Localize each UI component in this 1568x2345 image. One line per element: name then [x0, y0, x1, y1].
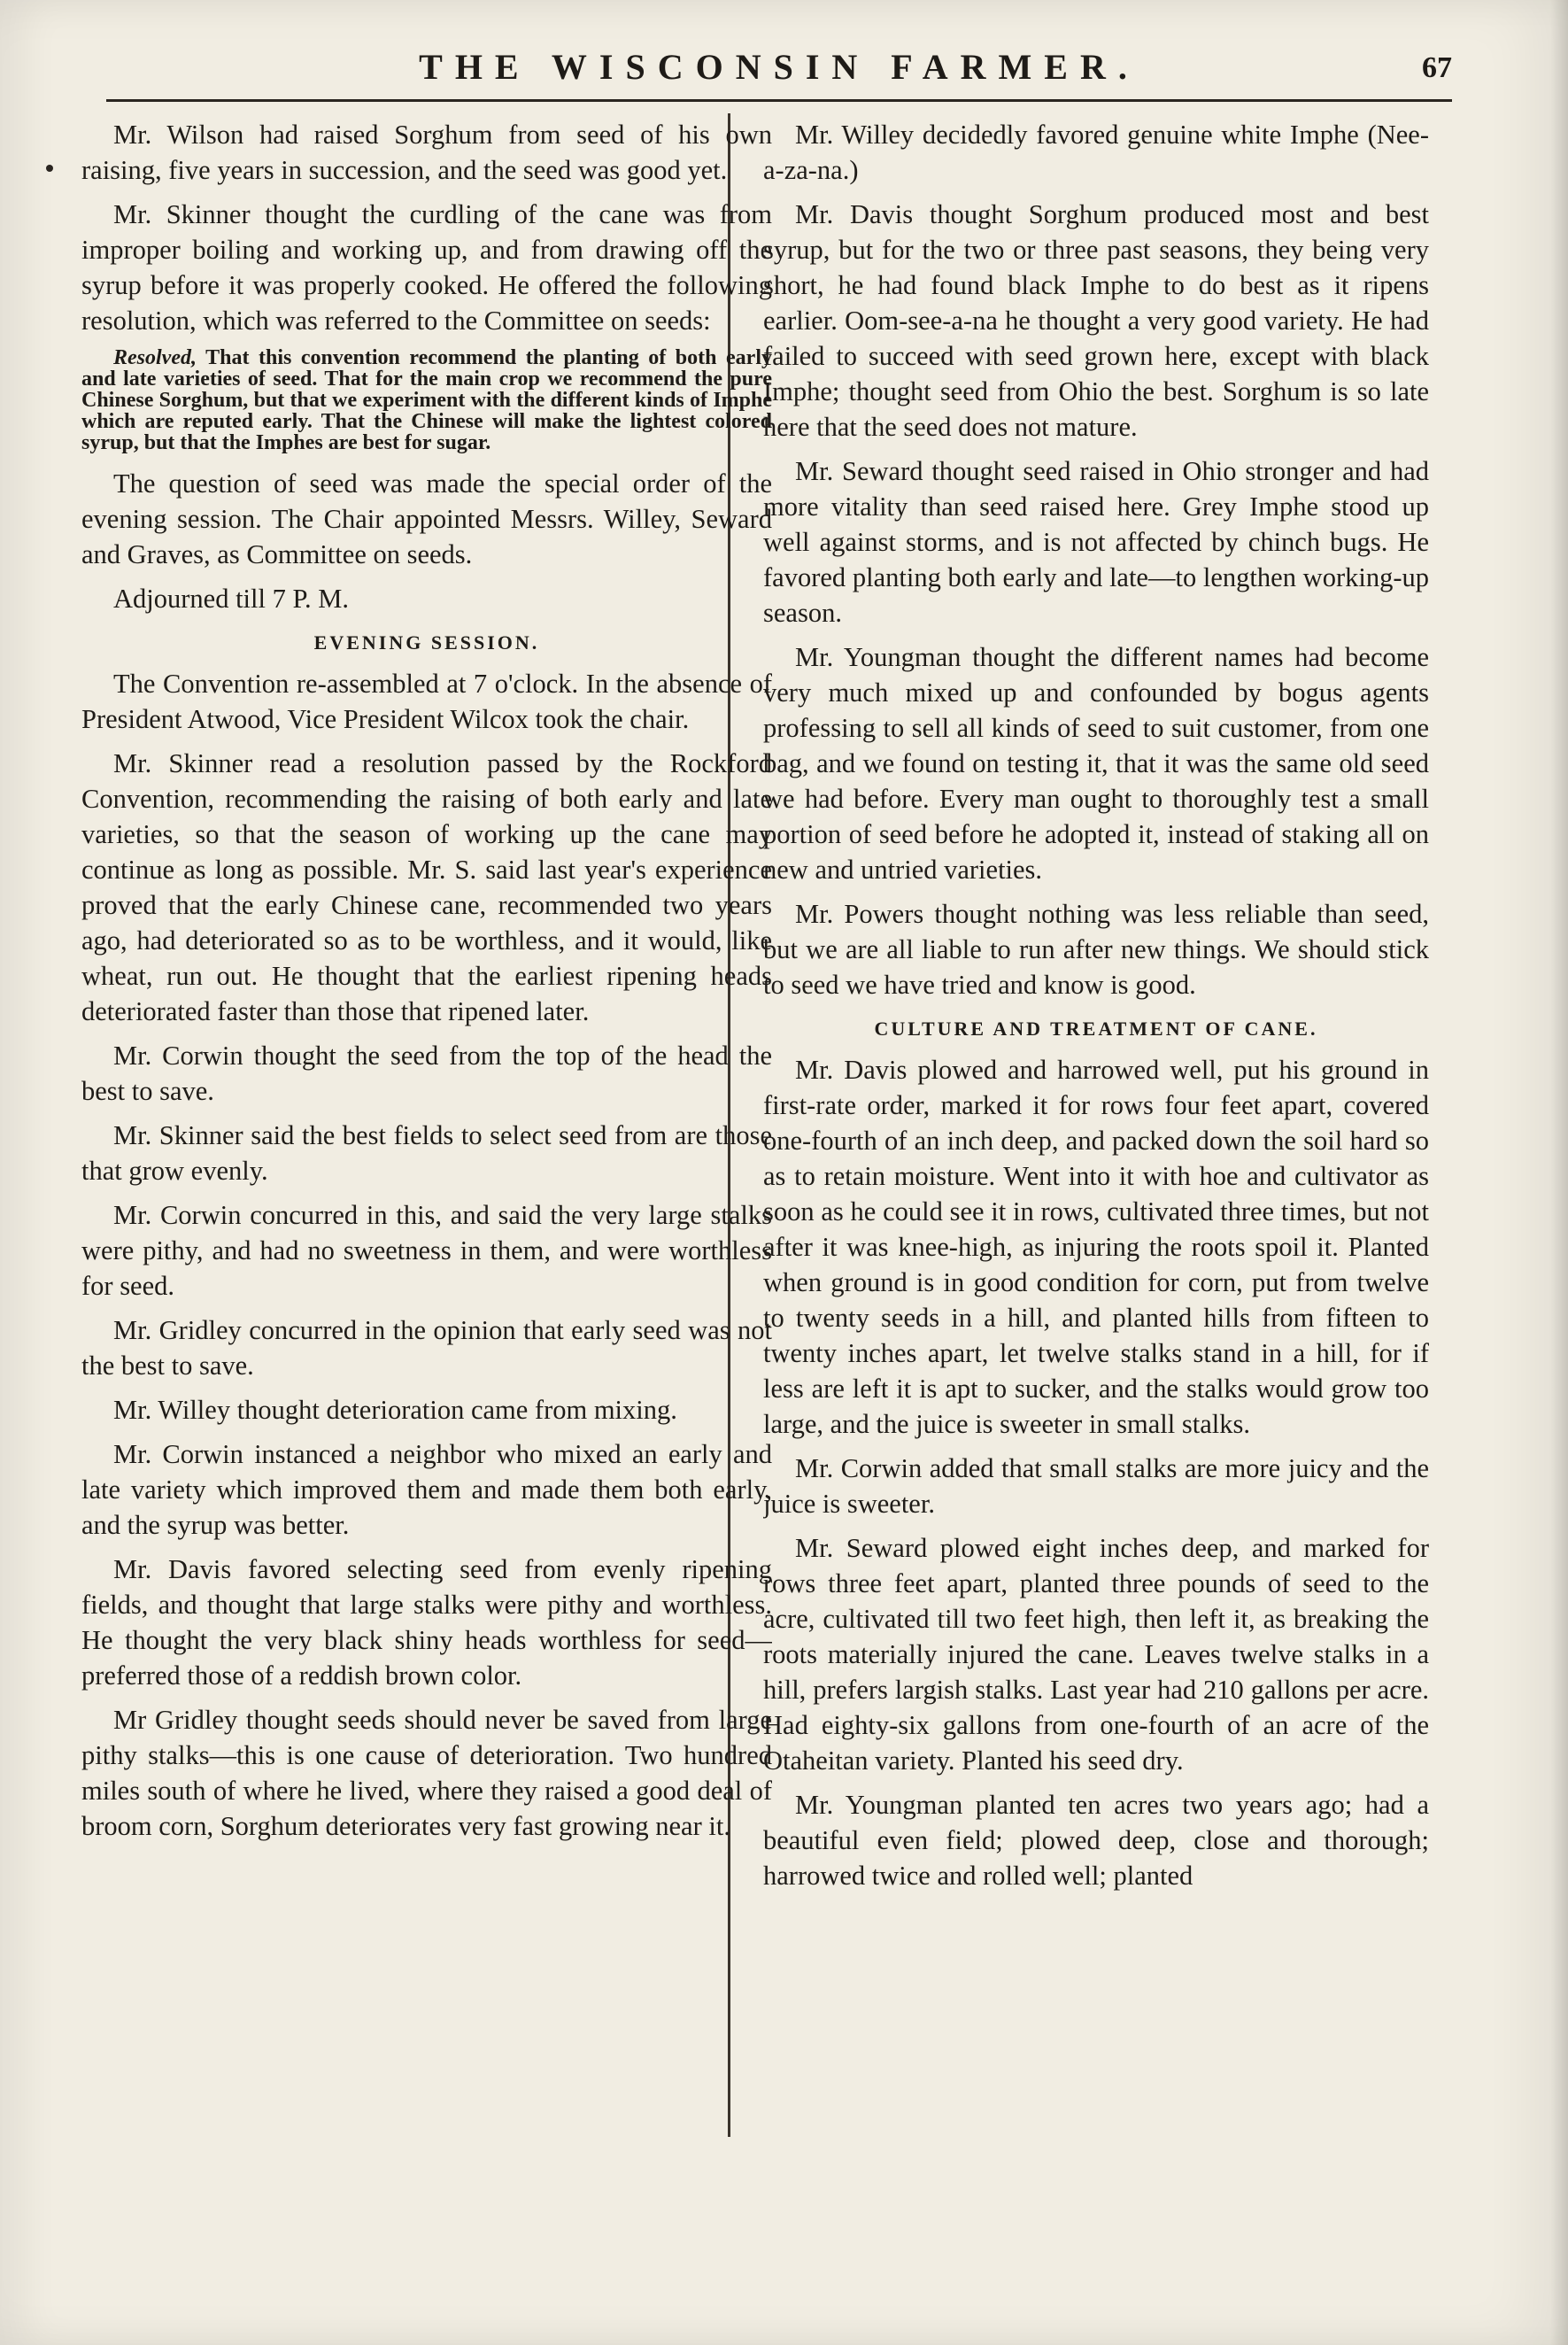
- paragraph: Mr. Davis plowed and harrowed well, put his ground in first-rate order, marked it for rows four feet apart, covered one-fourth of an inch deep, and packed down the soil hard so as to retain moisture. Went into it with hoe and cultivator as soon as he could see it in rows, cultivated three times, but not after it was knee-high, as injuring the roots spoil it. Planted when ground is in good condition for corn, put from twelve to twenty seeds in a hill, and planted hills from fifteen to twenty inches apart, let twelve stalks stand in a hill, for if less are left it is apt to sucker, and the stalks would grow too large, and the juice is sweeter in small stalks.: [763, 1055, 1429, 1439]
- paragraph: Adjourned till 7 P. M.: [113, 584, 350, 614]
- paragraph: Mr. Youngman thought the different names had become very much mixed up and confounded by bogus agents professing to sell all kinds of seed to suit customer, from one bag, and we found on testing it, that it was the same old seed we had before. Every man ought to thoroughly test a small portion of seed before he adopted it, instead of staking all on new and untried varieties.: [763, 642, 1429, 885]
- page-header: [106, 46, 1452, 102]
- resolution-text: That this convention recommend the planting of both early and late varieties of seed. That for the main crop we recommend the pure Chinese Sorghum, but that we experiment with the different kinds of Imphe which are reputed early. That the Chinese will make the lightest colored syrup, but that the Imphes are best for sugar.: [81, 346, 772, 454]
- paragraph: Mr. Seward thought seed raised in Ohio stronger and had more vitality than seed raised here. Grey Imphe stood up well against storms, and is not affected by chinch bugs. He favored planting both early and late—to lengthen working-up season.: [763, 456, 1429, 628]
- paragraph: Mr. Gridley concurred in the opinion that early seed was not the best to save.: [81, 1315, 772, 1381]
- paragraph: Mr. Corwin added that small stalks are more juicy and the juice is sweeter.: [763, 1453, 1429, 1519]
- paragraph: Mr. Willey decidedly favored genuine white Imphe (Nee-a-za-na.): [763, 120, 1429, 185]
- paragraph: Mr. Willey thought deterioration came from mixing.: [113, 1395, 677, 1425]
- paragraph: The Convention re-assembled at 7 o'clock. In the absence of President Atwood, Vice President Wilcox took the chair.: [81, 669, 772, 734]
- page-number: 67: [1422, 51, 1452, 84]
- scan-shadow: [1550, 0, 1568, 2345]
- margin-dot: [46, 165, 53, 172]
- paragraph: Mr. Seward plowed eight inches deep, and marked for rows three feet apart, planted three pounds of seed to the acre, cultivated till two feet high, then left it, as breaking the roots materially injured the cane. Leaves twelve stalks in a hill, prefers largish stalks. Last year had 210 gallons per acre. Had eighty-six gallons from one-fourth of an acre of the Otaheitan variety. Planted his seed dry.: [763, 1533, 1429, 1776]
- paragraph: Mr. Corwin thought the seed from the top of the head the best to save.: [81, 1041, 772, 1106]
- right-column: [763, 117, 1429, 2154]
- paragraph: Mr. Skinner thought the curdling of the cane was from improper boiling and working up, and from drawing off the syrup before it was properly cooked. He offered the following resolution, which was referred to the Committee on seeds:: [81, 199, 772, 336]
- publication-title: THE WISCONSIN FARMER.: [419, 47, 1139, 87]
- paragraph: Mr. Davis thought Sorghum produced most and best syrup, but for the two or three past seasons, they being very short, he had found black Imphe to do best as it ripens earlier. Oom-see-a-na he thought a very good variety. He had failed to succeed with seed grown here, except with black Imphe; thought seed from Ohio the best. Sorghum is so late here that the seed does not mature.: [763, 199, 1429, 442]
- paragraph: Mr. Davis favored selecting seed from evenly ripening fields, and thought that large stalks were pithy and worthless. He thought the very black shiny heads worthless for seed—preferred those of a reddish brown color.: [81, 1554, 772, 1691]
- paragraph: Mr. Youngman planted ten acres two years ago; had a beautiful even field; plowed deep, close and thorough; harrowed twice and rolled well; planted: [763, 1790, 1429, 1891]
- section-heading-culture: CULTURE AND TREATMENT OF CANE.: [874, 1018, 1318, 1040]
- paragraph: Mr. Skinner read a resolution passed by the Rockford Convention, recommending the raising of both early and late varieties, so that the season of working up the cane may continue as long as possible. Mr. S. said last year's experience proved that the early Chinese cane, recommended two years ago, had deteriorated so as to be worthless, and it would, like wheat, run out. He thought that the earliest ripening heads deteriorated faster than those that ripened later.: [81, 748, 772, 1026]
- resolution-block: [81, 347, 772, 453]
- paragraph: Mr. Corwin concurred in this, and said the very large stalks were pithy, and had no sweetness in them, and were worthless for seed.: [81, 1200, 772, 1301]
- paragraph: Mr Gridley thought seeds should never be saved from large pithy stalks—this is one cause of deterioration. Two hundred miles south of where he lived, where they raised a good deal of broom corn, Sorghum deteriorates very fast growing near it.: [81, 1705, 772, 1841]
- resolution-label: Resolved,: [113, 346, 197, 369]
- left-column: [81, 117, 772, 2154]
- paragraph: The question of seed was made the special order of the evening session. The Chair appointed Messrs. Willey, Seward and Graves, as Committee on seeds.: [81, 468, 772, 569]
- paragraph: Mr. Skinner said the best fields to select seed from are those that grow evenly.: [81, 1120, 772, 1186]
- paragraph: Mr. Corwin instanced a neighbor who mixed an early and late variety which improved them and made them both early, and the syrup was better.: [81, 1439, 772, 1540]
- paragraph: Mr. Powers thought nothing was less reliable than seed, but we are all liable to run after new things. We should stick to seed we have tried and know is good.: [763, 899, 1429, 1000]
- section-heading-evening: EVENING SESSION.: [313, 631, 540, 654]
- paragraph: Mr. Wilson had raised Sorghum from seed of his own raising, five years in succession, and the seed was good yet.: [81, 120, 772, 185]
